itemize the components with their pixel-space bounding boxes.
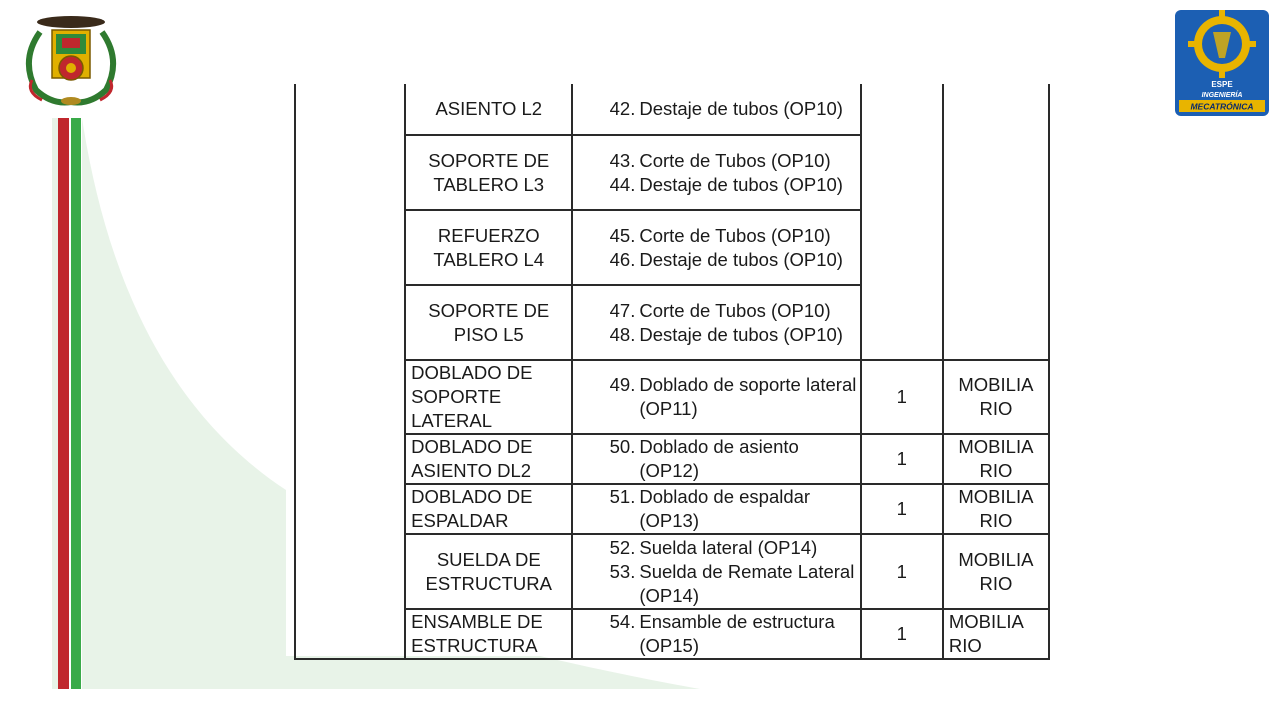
operation-item (609, 299, 859, 323)
blank-column-cell (295, 84, 405, 659)
operation-text: Doblado de asiento (OP12) (639, 436, 799, 481)
operation-number: 49. (609, 374, 636, 395)
operations-cell (572, 484, 860, 534)
part-name-cell: ASIENTO L2 (405, 84, 572, 135)
logo-text-espe: ESPE (1211, 80, 1233, 89)
operations-cell (572, 210, 860, 285)
operations-cell (572, 434, 860, 484)
green-stripe (71, 118, 81, 689)
espe-mecatronica-logo (1175, 8, 1269, 116)
operation-item (609, 560, 859, 608)
part-name-cell: DOBLADO DE ASIENTO DL2 (405, 434, 572, 484)
responsible-cell (943, 434, 1049, 484)
operation-item (609, 373, 859, 421)
table-row (295, 434, 1049, 484)
operation-number: 44. (609, 173, 636, 195)
responsible-text: MOBILIA RIO (958, 548, 1034, 594)
operation-item (609, 435, 859, 483)
operations-cell (572, 84, 860, 135)
operation-text: Suelda de Remate Lateral (OP14) (639, 560, 855, 606)
operation-number: 54. (609, 611, 636, 632)
quantity-cell: 1 (861, 434, 943, 484)
operation-item (609, 485, 859, 533)
operation-text: Corte de Tubos (OP10) (639, 299, 831, 321)
quantity-cell: 1 (861, 360, 943, 434)
operation-item (609, 173, 859, 197)
operation-number: 46. (609, 248, 636, 270)
operation-text: Corte de Tubos (OP10) (639, 149, 831, 171)
table-row (295, 609, 1049, 659)
operation-item (609, 97, 859, 121)
part-name-cell: SOPORTE DE PISO L5 (405, 285, 572, 360)
operation-number: 51. (609, 486, 636, 507)
coat-of-arms-logo (12, 10, 130, 108)
operation-number: 53. (609, 560, 636, 582)
table-row (295, 360, 1049, 434)
operation-number: 52. (609, 536, 636, 558)
operation-text: Destaje de tubos (OP10) (639, 98, 843, 119)
gear-emblem-icon (1175, 8, 1269, 116)
operation-text: Destaje de tubos (OP10) (639, 173, 843, 195)
operation-text: Doblado de espaldar (OP13) (639, 486, 811, 531)
responsible-text: MOBILIA RIO (958, 436, 1034, 481)
operation-item (609, 536, 859, 560)
table-row (295, 534, 1049, 609)
operation-item (609, 224, 859, 248)
quantity-cell (861, 84, 943, 360)
part-name-cell: DOBLADO DE ESPALDAR (405, 484, 572, 534)
quantity-cell: 1 (861, 534, 943, 609)
responsible-cell (943, 534, 1049, 609)
quantity-cell: 1 (861, 484, 943, 534)
responsible-cell (943, 360, 1049, 434)
responsible-cell (943, 484, 1049, 534)
red-stripe (58, 118, 69, 689)
logo-text-ingenieria: INGENIERÍA (1201, 92, 1243, 99)
operation-item (609, 248, 859, 272)
operations-table-image (286, 84, 1052, 656)
responsible-cell (943, 84, 1049, 360)
part-name-cell: REFUERZO TABLERO L4 (405, 210, 572, 285)
part-name-cell: ENSAMBLE DE ESTRUCTURA (405, 609, 572, 659)
operations-cell (572, 609, 860, 659)
operations-cell (572, 360, 860, 434)
table-row (295, 84, 1049, 135)
quantity-cell: 1 (861, 609, 943, 659)
table-row (295, 484, 1049, 534)
operation-text: Suelda lateral (OP14) (639, 536, 818, 558)
responsible-text: MOBILIA RIO (958, 486, 1034, 531)
operation-number: 50. (609, 436, 636, 457)
operation-item (609, 610, 859, 658)
operation-number: 47. (609, 299, 636, 321)
operation-number: 42. (609, 98, 636, 119)
operation-item (609, 149, 859, 173)
logo-text-mecatronica: MECATRÓNICA (1190, 101, 1254, 112)
operations-cell (572, 285, 860, 360)
part-name-cell: DOBLADO DE SOPORTE LATERAL (405, 360, 572, 434)
part-name-cell: SUELDA DE ESTRUCTURA (405, 534, 572, 609)
operation-number: 45. (609, 224, 636, 246)
operation-number: 48. (609, 323, 636, 345)
responsible-cell (943, 609, 1049, 659)
operation-text: Ensamble de estructura (OP15) (639, 611, 835, 656)
operations-cell (572, 534, 860, 609)
part-name-cell: SOPORTE DE TABLERO L3 (405, 135, 572, 210)
operations-table (294, 84, 1050, 660)
operation-text: Corte de Tubos (OP10) (639, 224, 831, 246)
operation-item (609, 323, 859, 347)
operations-cell (572, 135, 860, 210)
operation-number: 43. (609, 149, 636, 171)
responsible-text: MOBILIA RIO (958, 374, 1034, 419)
operation-text: Destaje de tubos (OP10) (639, 248, 843, 270)
responsible-text: MOBILIA RIO (948, 611, 1023, 656)
operation-text: Destaje de tubos (OP10) (639, 323, 843, 345)
operation-text: Doblado de soporte lateral (OP11) (639, 374, 857, 419)
